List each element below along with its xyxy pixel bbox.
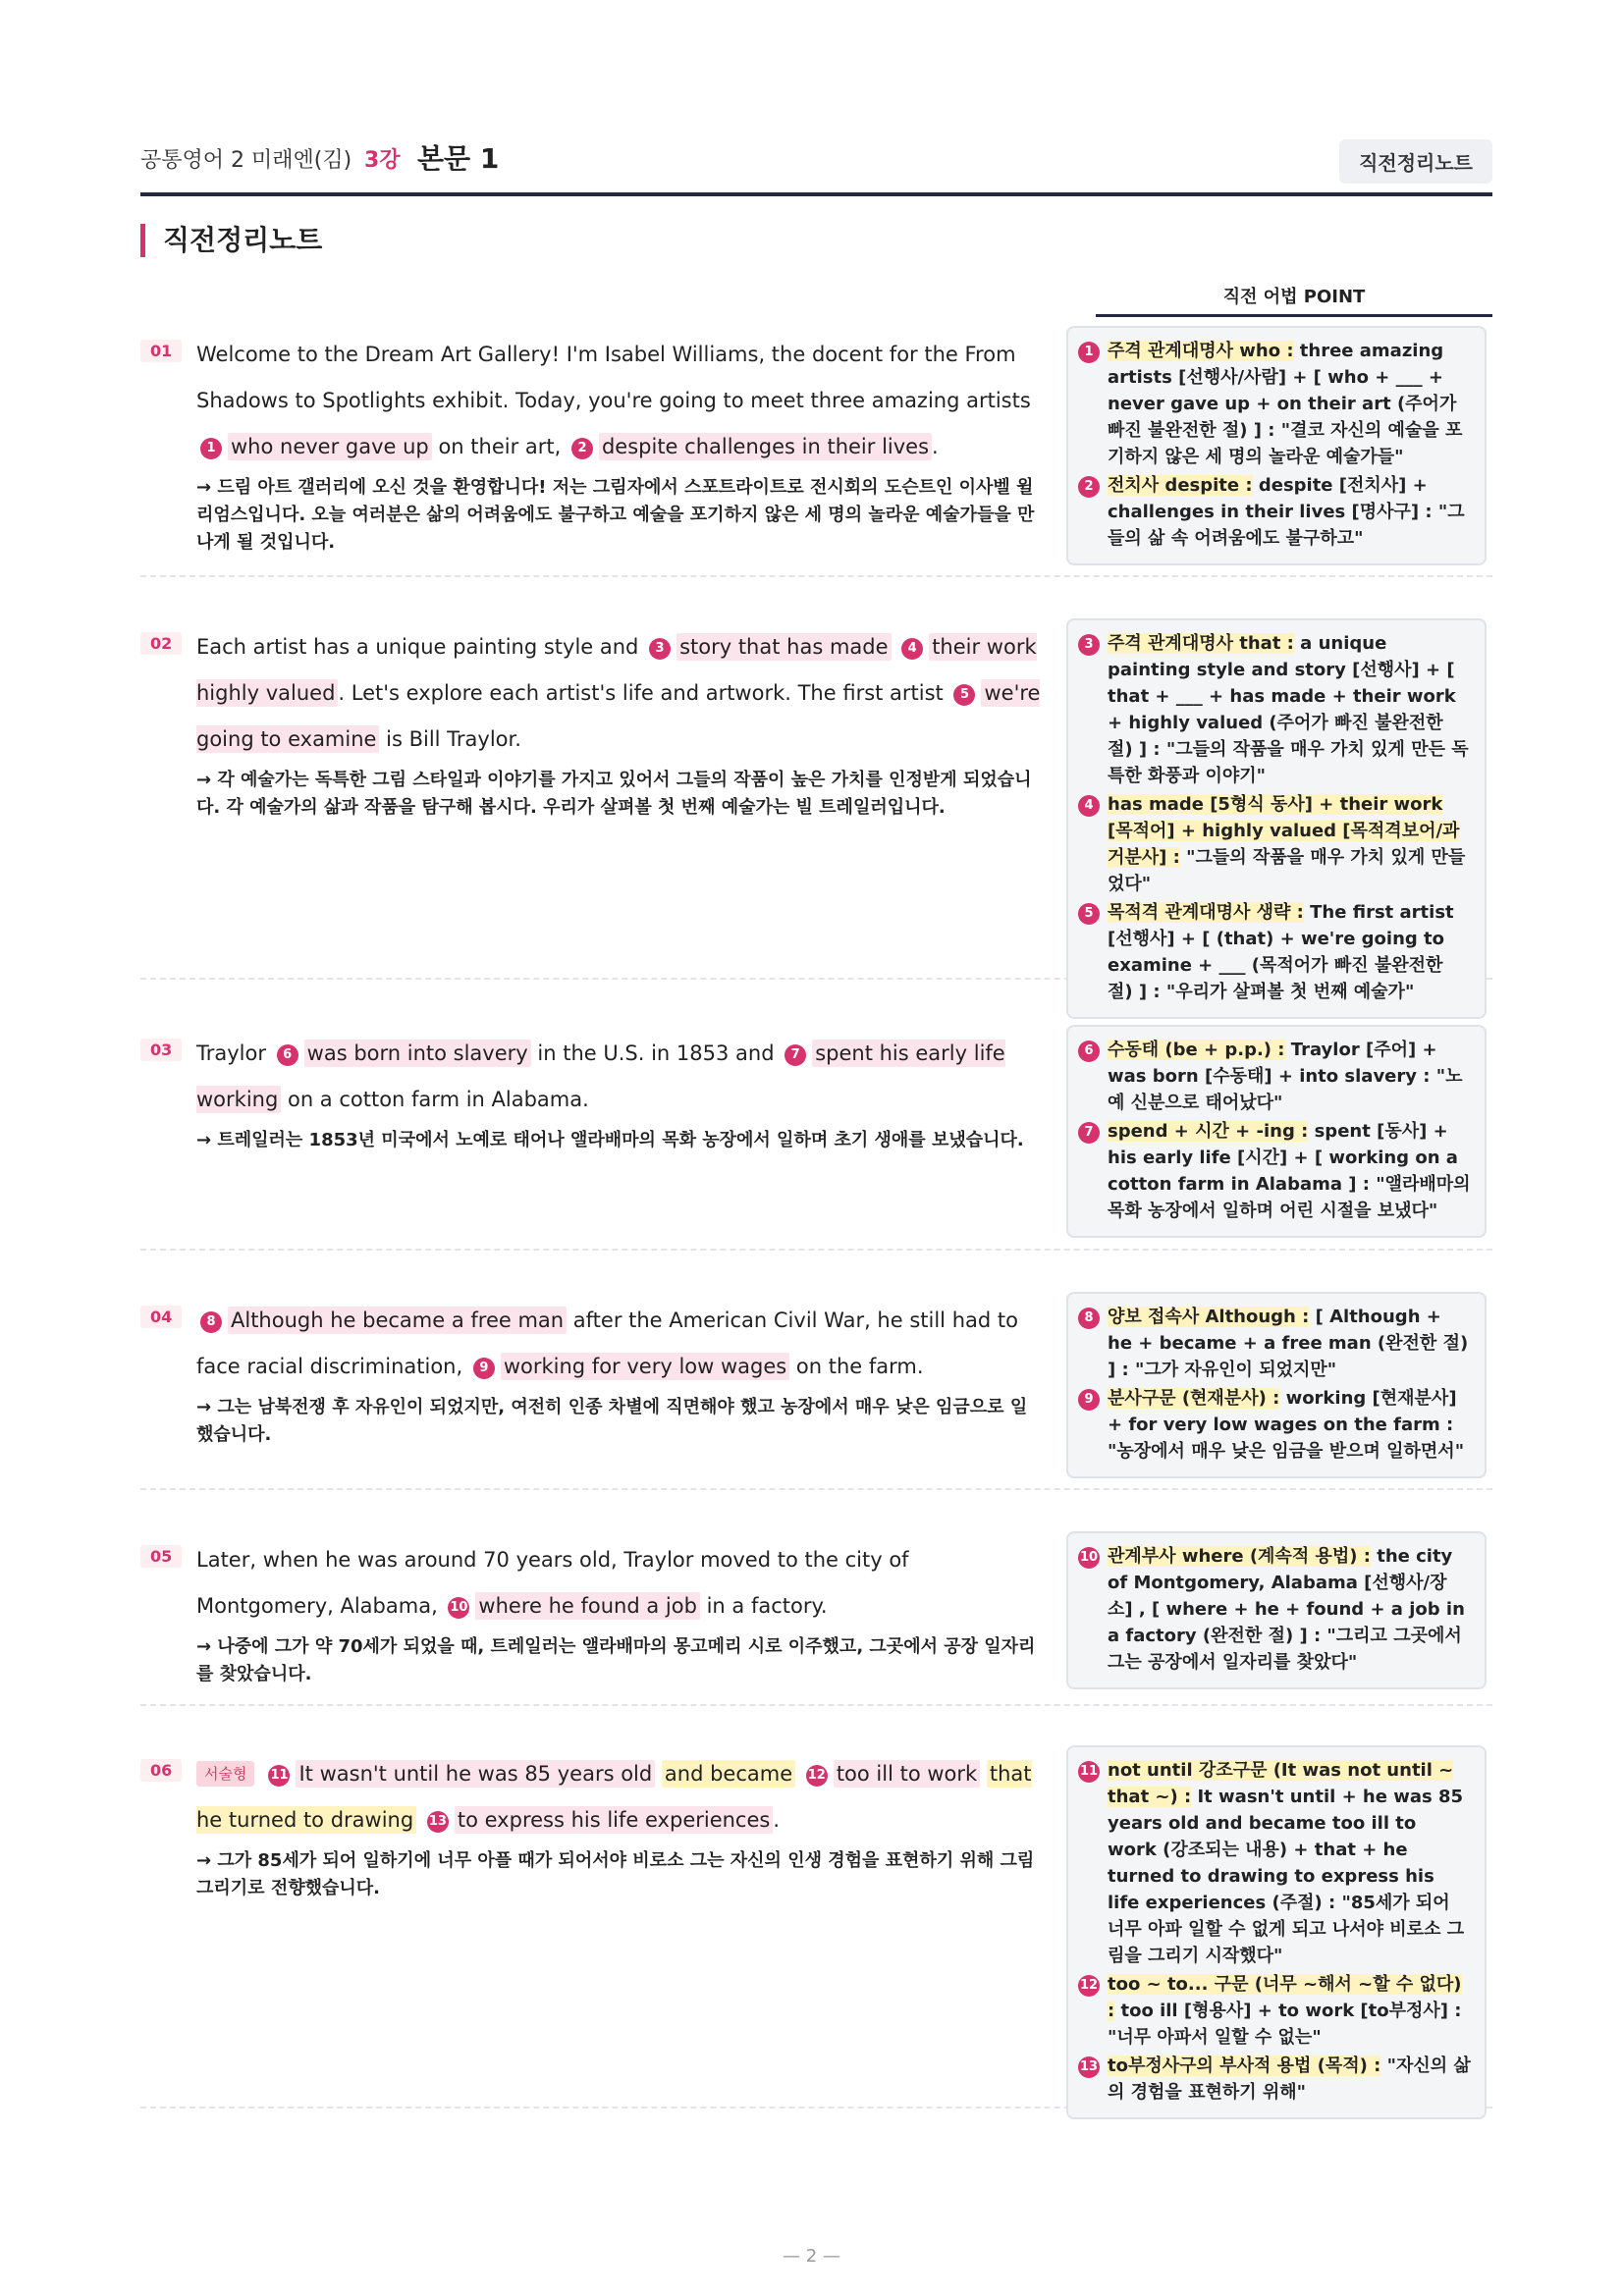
row-number: 05 [140, 1545, 182, 1568]
row-number: 01 [140, 340, 182, 362]
highlight: It wasn't until he was 85 years old [296, 1760, 655, 1788]
highlight: was born into slavery [304, 1040, 531, 1067]
korean-translation: → 트레일러는 1853년 미국에서 노예로 태어나 앨라배마의 목화 농장에서 일하며 초기 생애를 보냈습니다. [196, 1130, 1024, 1150]
point-marker: 2 [1078, 476, 1100, 498]
page-number: — 2 — [783, 2246, 840, 2267]
point-marker: 12 [1078, 1975, 1100, 1997]
sentence-block [196, 1751, 1043, 1902]
grammar-point [1078, 338, 1471, 470]
grammar-point-body: "그들의 작품을 매우 가치 있게 만들었다" [1108, 847, 1466, 894]
grammar-point [1078, 791, 1471, 897]
grammar-point [1078, 899, 1471, 1005]
note-tag: 직전정리노트 [1339, 139, 1492, 184]
point-marker: 12 [806, 1765, 828, 1787]
grammar-point-box [1066, 1025, 1487, 1238]
highlight: Although he became a free man [228, 1307, 567, 1334]
row-number: 02 [140, 632, 182, 655]
highlight: story that has made [676, 633, 891, 661]
point-marker: 11 [268, 1765, 290, 1787]
grammar-point [1078, 2053, 1471, 2106]
grammar-point-body: The first artist [선행사] + [ (that) + we're going to examine + ___ (목적어가 빠진 불완전한 절) ] : "우리가 살펴볼 첫 번째 예술가" [1108, 902, 1454, 1002]
grammar-point [1078, 1304, 1471, 1383]
point-marker: 10 [1078, 1547, 1100, 1569]
grammar-point-title: 양보 접속사 Although : [1108, 1307, 1310, 1327]
highlight: their work highly valued [196, 635, 1037, 705]
grammar-point-title: 주격 관계대명사 that : [1108, 633, 1294, 654]
grammar-point-body: three amazing artists [선행사/사람] + [ who + ___ + never gave up + on their art (주어가 빠진 불완전한 절) ] : "결코 자신의 예술을 포기하지 않은 세 명의 놀라운 예술가들" [1108, 341, 1463, 467]
sentence-block [196, 1537, 1043, 1688]
row-number: 06 [140, 1759, 182, 1782]
highlight-yellow: and became [662, 1760, 795, 1788]
point-marker: 4 [901, 638, 923, 660]
point-marker: 8 [200, 1311, 222, 1333]
english-sentence: Welcome to the Dream Art Gallery! I'm Isabel Williams, the docent for the From Shadows to Spotlights exhibit. Today, you're going to meet three amazing artists 1 who never gave up on their art, 2 despite challenges in their lives . [196, 343, 1031, 458]
point-marker: 5 [953, 684, 975, 706]
grammar-point-title: not until 강조구문 (It was not until ~ that ~) : [1108, 1760, 1454, 1807]
grammar-point-title: too ~ to... 구문 (너무 ~해서 ~할 수 없다) : [1108, 1974, 1462, 2021]
sentence-row-06 [140, 1753, 1492, 2109]
highlight: spent his early life working [196, 1041, 1005, 1111]
grammar-point [1078, 1543, 1471, 1676]
point-marker: 1 [1078, 342, 1100, 363]
row-number: 03 [140, 1039, 182, 1061]
highlight: where he found a job [475, 1592, 700, 1620]
point-marker: 8 [1078, 1308, 1100, 1329]
sentence-block [196, 1031, 1043, 1154]
point-marker: 10 [448, 1597, 469, 1619]
grammar-point-box [1066, 618, 1487, 1019]
grammar-point-body: despite [전치사] + challenges in their lives [명사구] : "그들의 삶 속 어려움에도 불구하고" [1108, 475, 1465, 549]
point-header-divider [1096, 314, 1492, 317]
grammar-point-body: the city of Montgomery, Alabama [선행사/장소] , [ where + he + found + a job in a factory (완전한 절) ] : "그리고 그곳에서 그는 공장에서 일자리를 찾았다" [1108, 1546, 1465, 1673]
grammar-point-box [1066, 1745, 1487, 2119]
grammar-point-title: to부정사구의 부사적 용법 (목적) : [1108, 2056, 1381, 2076]
grammar-point [1078, 1037, 1471, 1116]
grammar-point-title: has made [5형식 동사] + their work [목적어] + highly valued [목적격보어/과거분사] : [1108, 794, 1460, 868]
highlight: despite challenges in their lives [599, 433, 932, 460]
grammar-point-title: 주격 관계대명사 who : [1108, 341, 1294, 361]
point-marker: 1 [200, 438, 222, 459]
point-marker: 3 [649, 638, 671, 660]
grammar-point [1078, 1118, 1471, 1224]
sentence-row-03 [140, 1033, 1492, 1251]
grammar-point-body: Traylor [주어] + was born [수동태] + into slavery : "노예 신분으로 태어났다" [1108, 1040, 1463, 1113]
english-sentence: 서술형 11 It wasn't until he was 85 years old and became 12 too ill to work that he turned to drawing 13 to express his life experiences . [196, 1762, 1032, 1832]
sentence-row-05 [140, 1539, 1492, 1706]
korean-translation: → 그가 85세가 되어 일하기에 너무 아플 때가 되어서야 비로소 그는 자신의 인생 경험을 표현하기 위해 그림 그리기로 전향했습니다. [196, 1850, 1035, 1898]
grammar-point-body: [ Although + he + became + a free man (완전한 절) ] : "그가 자유인이 되었지만" [1108, 1307, 1469, 1380]
sentence-block [196, 1298, 1043, 1449]
unit-label: 3강 [364, 148, 401, 173]
grammar-point [1078, 1757, 1471, 1969]
point-marker: 13 [1078, 2056, 1100, 2078]
sentence-block [196, 332, 1043, 557]
highlight: to express his life experiences [455, 1806, 773, 1834]
point-marker: 7 [1078, 1122, 1100, 1144]
grammar-point-title: 수동태 (be + p.p.) : [1108, 1040, 1285, 1060]
point-marker: 6 [1078, 1041, 1100, 1062]
sentence-row-04 [140, 1300, 1492, 1490]
course-title: 공통영어 2 미래엔(김) [140, 148, 352, 173]
point-marker: 13 [427, 1811, 449, 1833]
row-number: 04 [140, 1306, 182, 1328]
grammar-point [1078, 630, 1471, 789]
section-title: 직전정리노트 [140, 224, 322, 257]
english-sentence: 8 Although he became a free man after the American Civil War, he still had to face racial discrimination, 9 working for very low wages on the farm. [196, 1308, 1018, 1378]
grammar-point-box [1066, 1292, 1487, 1478]
grammar-point-title: 분사구문 (현재분사) : [1108, 1388, 1280, 1409]
grammar-point [1078, 1385, 1471, 1465]
grammar-point-body: a unique painting style and story [선행사] + [ that + ___ + has made + their work + highly valued (주어가 빠진 불완전한 절) ] : "그들의 작품을 매우 가치 있게 만든 독특한 화풍과 이야기" [1108, 633, 1469, 786]
sentence-row-01 [140, 334, 1492, 577]
grammar-point-body: working [현재분사] + for very low wages on the farm : "농장에서 매우 낮은 임금을 받으며 일하면서" [1108, 1388, 1465, 1462]
header-divider [140, 192, 1492, 196]
sentence-block [196, 624, 1043, 822]
grammar-point-title: 목적격 관계대명사 생략 : [1108, 902, 1304, 923]
english-sentence: Each artist has a unique painting style and 3 story that has made 4 their work highly valued . Let's explore each artist's life and artwork. The first artist 5 we're going to examine is Bill Traylor. [196, 635, 1041, 751]
grammar-point-box [1066, 326, 1487, 565]
grammar-point-title: spend + 시간 + -ing : [1108, 1121, 1309, 1142]
essay-badge: 서술형 [196, 1761, 254, 1787]
grammar-point-title: 전치사 despite : [1108, 475, 1253, 496]
point-marker: 7 [784, 1044, 806, 1066]
korean-translation: → 드림 아트 갤러리에 오신 것을 환영합니다! 저는 그림자에서 스포트라이트로 전시회의 도슨트인 이사벨 윌리엄스입니다. 오늘 여러분은 삶의 어려움에도 불구하고 예술을 포기하지 않은 세 명의 놀라운 예술가들을 만나게 될 것입니다. [196, 477, 1035, 553]
point-marker: 5 [1078, 903, 1100, 925]
sentence-row-02 [140, 626, 1492, 1002]
grammar-point-box [1066, 1531, 1487, 1689]
point-column-header: 직전 어법 POINT [1222, 287, 1366, 307]
grammar-point-body: "자신의 삶의 경험을 표현하기 위해" [1108, 2056, 1471, 2103]
highlight: we're going to examine [196, 681, 1041, 751]
highlight: working for very low wages [501, 1353, 789, 1380]
grammar-point [1078, 1971, 1471, 2051]
english-sentence: Traylor 6 was born into slavery in the U.S. in 1853 and 7 spent his early life working on a cotton farm in Alabama. [196, 1041, 1005, 1111]
english-sentence: Later, when he was around 70 years old, Traylor moved to the city of Montgomery, Alabama, 10 where he found a job in a factory. [196, 1548, 909, 1618]
point-marker: 2 [571, 438, 593, 459]
grammar-point-body: too ill [형용사] + to work [to부정사] : "너무 아파서 일할 수 없는" [1108, 2001, 1462, 2048]
highlight-yellow: that he turned to drawing [196, 1762, 1032, 1832]
page-header [140, 137, 1492, 194]
korean-translation: → 각 예술가는 독특한 그림 스타일과 이야기를 가지고 있어서 그들의 작품이 높은 가치를 인정받게 되었습니다. 각 예술가의 삶과 작품을 탐구해 봅시다. 우리가 살펴볼 첫 번째 예술가는 빌 트레일러입니다. [196, 770, 1032, 818]
point-marker: 3 [1078, 634, 1100, 656]
highlight: too ill to work [834, 1760, 980, 1788]
lesson-title: 본문 1 [417, 142, 500, 175]
point-marker: 9 [1078, 1389, 1100, 1411]
point-marker: 11 [1078, 1761, 1100, 1783]
korean-translation: → 나중에 그가 약 70세가 되었을 때, 트레일러는 앨라배마의 몽고메리 시로 이주했고, 그곳에서 공장 일자리를 찾았습니다. [196, 1636, 1036, 1684]
grammar-point [1078, 472, 1471, 552]
highlight: who never gave up [228, 433, 432, 460]
point-marker: 6 [277, 1044, 298, 1066]
korean-translation: → 그는 남북전쟁 후 자유인이 되었지만, 여전히 인종 차별에 직면해야 했고 농장에서 매우 낮은 임금으로 일했습니다. [196, 1397, 1028, 1445]
grammar-point-title: 관계부사 where (계속적 용법) : [1108, 1546, 1371, 1567]
point-marker: 9 [473, 1358, 495, 1379]
grammar-point-body: It wasn't until + he was 85 years old and became too ill to work (강조되는 내용) + that + he turned to drawing to express his life experiences (주절) : "85세가 되어 너무 아파 일할 수 없게 되고 나서야 비로소 그림을 그리기 시작했다" [1108, 1787, 1465, 1966]
point-marker: 4 [1078, 795, 1100, 817]
grammar-point-body: spent [동사] + his early life [시간] + [ working on a cotton farm in Alabama ] : "앨라배마의 목화 농장에서 일하며 어린 시절을 보냈다" [1108, 1121, 1471, 1221]
